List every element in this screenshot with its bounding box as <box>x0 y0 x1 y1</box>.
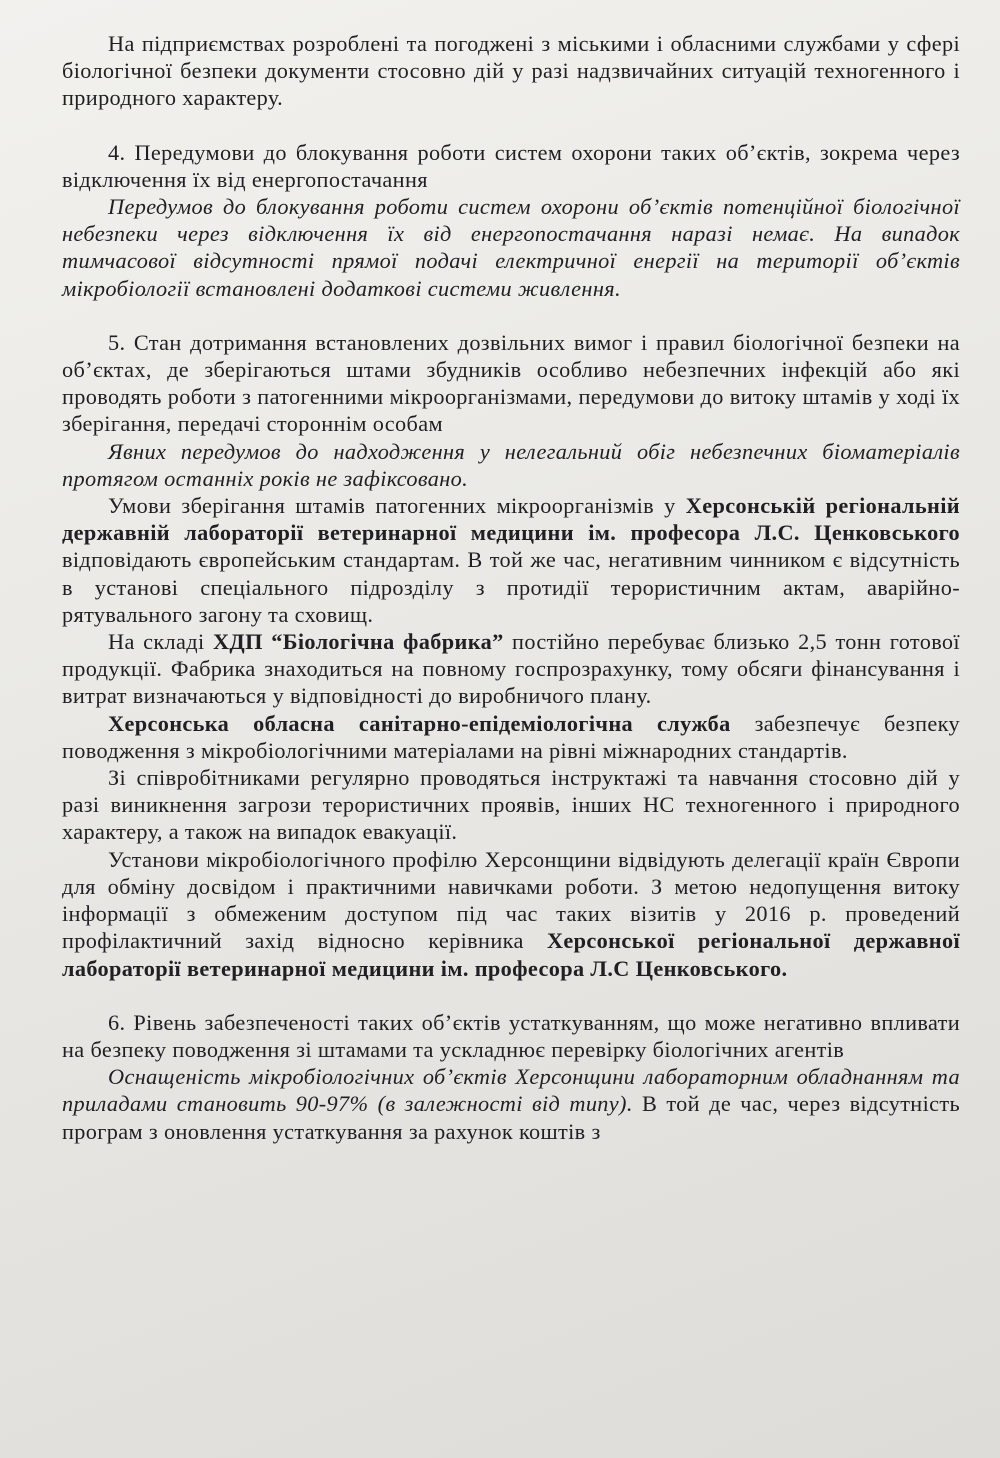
section-answer-italic: Оснащеність мікробіологічних об’єктів Херсонщини лабораторним обладнанням та приладами становить 90-97% (в залежності від типу). <box>62 1064 960 1117</box>
section-heading-text: 5. Стан дотримання встановлених дозвільних вимог і правил біологічної безпеки на об’єктах, де зберігаються штами збудників особливо небезпечних інфекцій або які проводять роботи з патогенними мікроорганізмами, передумови до витоку штамів у ході їх зберігання, передачі стороннім особам <box>62 329 960 437</box>
paragraph-text: забезпечує безпеку поводження з мікробіологічними матеріалами на рівні міжнародних стандартів. <box>62 710 960 763</box>
paragraph-sanitary-service <box>62 710 960 764</box>
section-answer-text: Явних передумов до надходження у нелегальний обіг небезпечних біоматеріалів протягом останніх років не зафіксовано. <box>62 438 960 491</box>
paragraph-text: На складі <box>108 629 205 655</box>
section-answer-text: Передумов до блокування роботи систем охорони об’єктів потенційної біологічної небезпеки через відключення їх від енергопостачання наразі немає. На випадок тимчасової відсутності прямої подачі електричної енергії на території об’єктів мікробіології встановлені додаткові системи живлення. <box>62 194 960 301</box>
organization-name-bold: Херсонської регіональної державної лабораторії ветеринарної медицини ім. професора Л.С Ценковського. <box>62 928 960 981</box>
organization-name-bold: Херсонська обласна санітарно-епідеміологічна служба <box>108 710 731 736</box>
paragraph-delegations <box>62 846 960 982</box>
organization-name-bold: ХДП “Біологічна фабрика” <box>212 629 504 655</box>
paragraph-text: В той де час, через відсутність програм з оновлення устаткування за рахунок коштів з <box>62 1091 960 1144</box>
section-5-answer <box>62 438 960 492</box>
paragraph-bio-factory <box>62 628 960 710</box>
paragraph-safety-documents <box>62 30 960 112</box>
organization-name-bold: Херсонській регіональній державній лабораторії ветеринарної медицини ім. професора Л.С. Ценковського <box>62 493 960 546</box>
section-4-heading <box>62 139 960 193</box>
paragraph-strain-storage <box>62 492 960 628</box>
section-5-heading <box>62 329 960 438</box>
paragraph-staff-training <box>62 764 960 846</box>
section-6-heading <box>62 1009 960 1063</box>
section-6-answer <box>62 1063 960 1145</box>
paragraph-text: постійно перебуває близько 2,5 тонн готової продукції. Фабрика знаходиться на повному госпрозрахунку, тому обсяги фінансування і витрат визначаються у відповідності до виробничого плану. <box>62 629 960 709</box>
section-4-answer <box>62 193 960 302</box>
paragraph-text: Умови зберігання штамів патогенних мікроорганізмів у <box>108 493 676 519</box>
section-heading-text: 4. Передумови до блокування роботи систем охорони таких об’єктів, зокрема через відключення їх від енергопостачання <box>62 139 960 192</box>
section-heading-text: 6. Рівень забезпеченості таких об’єктів устаткуванням, що може негативно впливати на безпеку поводження зі штамами та ускладнює перевірку біологічних агентів <box>62 1009 960 1062</box>
paragraph-text: відповідають європейським стандартам. В той же час, негативним чинником є відсутність в установі спеціального підрозділу з протидії терористичним актам, аварійно-рятувального загону та сховищ. <box>62 547 960 627</box>
paragraph-text: Установи мікробіологічного профілю Херсонщини відвідують делегації країн Європи для обміну досвідом і практичними навичками роботи. З метою недопущення витоку інформації з обмеженим доступом під час таких візитів у 2016 р. проведений профілактичний захід відносно керівника <box>62 846 960 954</box>
paragraph-text: На підприємствах розроблені та погоджені з міськими і обласними службами у сфері біологічної безпеки документи стосовно дій у разі надзвичайних ситуацій техногенного і природного характеру. <box>62 31 960 111</box>
paragraph-text: Зі співробітниками регулярно проводяться інструктажі та навчання стосовно дій у разі виникнення загрози терористичних проявів, інших НС техногенного і природного характеру, а також на випадок евакуації. <box>62 765 960 845</box>
